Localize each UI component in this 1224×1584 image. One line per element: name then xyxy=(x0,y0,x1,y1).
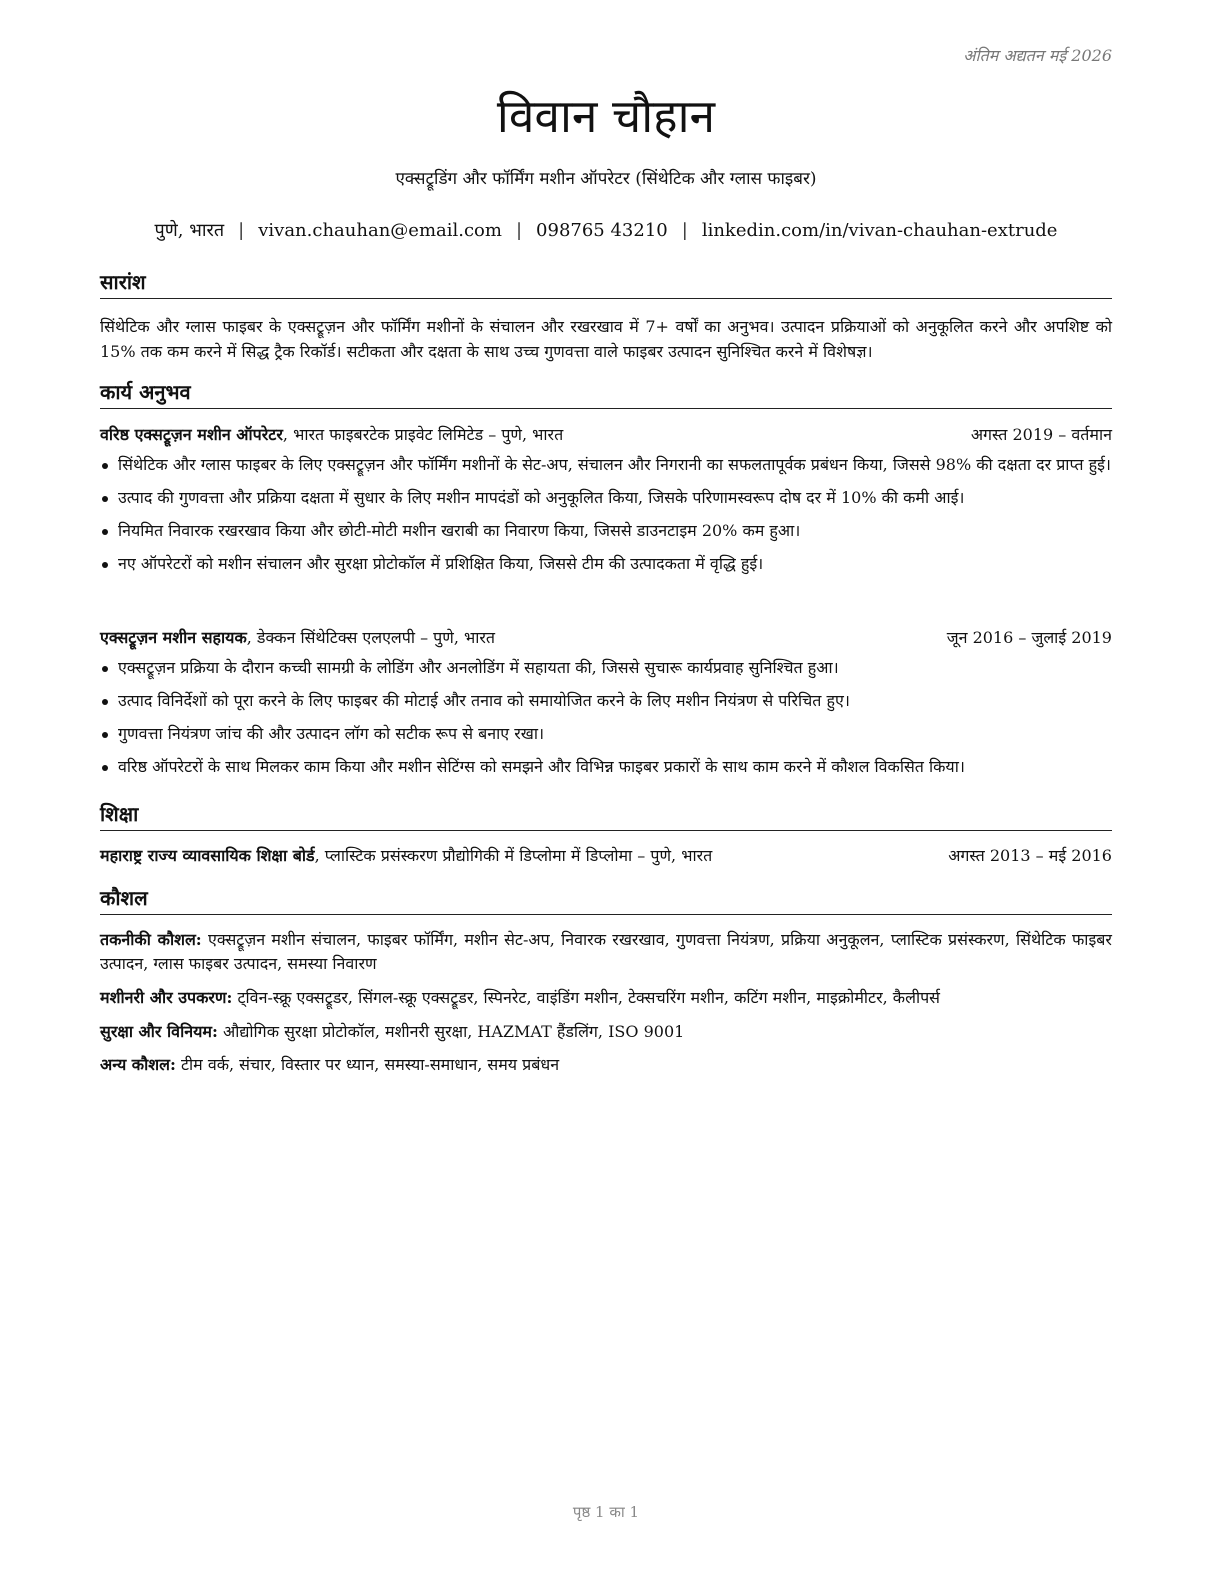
job-bullets xyxy=(100,453,1112,585)
education-entry xyxy=(100,844,1112,868)
bullet-item: उत्पाद की गुणवत्ता और प्रक्रिया दक्षता में सुधार के लिए मशीन मापदंडों को अनुकूलित किया, जिसके परिणामस्वरूप दोष दर में 10% की कमी आई। xyxy=(100,486,1112,510)
bullet-item: गुणवत्ता नियंत्रण जांच की और उत्पादन लॉग को सटीक रूप से बनाए रखा। xyxy=(100,722,1112,746)
summary-heading: सारांश xyxy=(100,268,1112,299)
bullet-item: नए ऑपरेटरों को मशीन संचालन और सुरक्षा प्रोटोकॉल में प्रशिक्षित किया, जिससे टीम की उत्पादकता में वृद्धि हुई। xyxy=(100,552,1112,576)
job-org: , डेक्कन सिंथेटिक्स एलएलपी – पुणे, भारत xyxy=(246,628,496,647)
contact-separator: | xyxy=(238,220,245,241)
skill-group-items: एक्सट्रूज़न मशीन संचालन, फाइबर फॉर्मिंग, मशीन सेट-अप, निवारक रखरखाव, गुणवत्ता नियंत्रण, प्रक्रिया अनुकूलन, प्लास्टिक प्रसंस्करण, सिंथेटिक फाइबर उत्पादन, ग्लास फाइबर उत्पादन, समस्या निवारण xyxy=(100,930,1112,973)
job-role: वरिष्ठ एक्सट्रूज़न मशीन ऑपरेटर xyxy=(100,425,283,444)
skill-group-items: औद्योगिक सुरक्षा प्रोटोकॉल, मशीनरी सुरक्षा, HAZMAT हैंडलिंग, ISO 9001 xyxy=(217,1022,685,1041)
skill-group xyxy=(100,1053,1112,1077)
experience-heading: कार्य अनुभव xyxy=(100,378,1112,409)
skill-group-label: अन्य कौशल: xyxy=(100,1055,176,1074)
skills-heading: कौशल xyxy=(100,884,1112,915)
job-title: एक्सट्रूडिंग और फॉर्मिंग मशीन ऑपरेटर (सिंथेटिक और ग्लास फाइबर) xyxy=(395,169,817,189)
bullet-item: सिंथेटिक और ग्लास फाइबर के लिए एक्सट्रूज़न और फॉर्मिंग मशीनों के सेट-अप, संचालन और निगरानी का सफलतापूर्वक प्रबंधन किया, जिससे 98% की दक्षता दर प्राप्त हुई। xyxy=(100,453,1112,477)
skill-group xyxy=(100,1020,1112,1044)
skill-group-label: तकनीकी कौशल: xyxy=(100,930,202,949)
bullet-item: उत्पाद विनिर्देशों को पूरा करने के लिए फाइबर की मोटाई और तनाव को समायोजित करने के लिए मशीन नियंत्रण से परिचित हुए। xyxy=(100,689,1112,713)
skill-group-label: मशीनरी और उपकरण: xyxy=(100,988,233,1007)
bullet-item: वरिष्ठ ऑपरेटरों के साथ मिलकर काम किया और मशीन सेटिंग्स को समझने और विभिन्न फाइबर प्रकारों के साथ काम करने में कौशल विकसित किया। xyxy=(100,755,1112,779)
summary-text: सिंथेटिक और ग्लास फाइबर के एक्सट्रूज़न और फॉर्मिंग मशीनों के संचालन और रखरखाव में 7+ वर्षों का अनुभव। उत्पादन प्रक्रियाओं को अनुकूलित करने और अपशिष्ट को 15% तक कम करने में सिद्ध ट्रैक रिकॉर्ड। सटीकता और दक्षता के साथ उच्च गुणवत्ता वाले फाइबर उत्पादन सुनिश्चित करने में विशेषज्ञ। xyxy=(100,317,1112,361)
contact-phone: 098765 43210 xyxy=(536,220,668,241)
contact-separator: | xyxy=(515,220,523,241)
contact-email[interactable]: vivan.chauhan@email.com xyxy=(258,220,502,241)
page-number: पृष्ठ 1 का 1 xyxy=(572,1503,640,1521)
job-bullets xyxy=(100,656,1112,788)
education-heading: शिक्षा xyxy=(100,800,1112,831)
education-institution: महाराष्ट्र राज्य व्यावसायिक शिक्षा बोर्ड xyxy=(100,846,315,865)
job-header xyxy=(100,423,1112,447)
education-dates: अगस्त 2013 – मई 2016 xyxy=(948,846,1112,865)
job-org: , भारत फाइबरटेक प्राइवेट लिमिटेड – पुणे, भारत xyxy=(282,425,564,444)
contact-line xyxy=(100,218,1112,242)
contact-linkedin[interactable]: linkedin.com/in/vivan-chauhan-extrude xyxy=(701,220,1058,241)
education-details: , प्लास्टिक प्रसंस्करण प्रौद्योगिकी में डिप्लोमा में डिप्लोमा – पुणे, भारत xyxy=(314,846,713,865)
skill-group-label: सुरक्षा और विनियम: xyxy=(100,1022,218,1041)
skill-group xyxy=(100,928,1112,976)
contact-location: पुणे, भारत xyxy=(154,220,225,241)
last-updated-date: अंतिम अद्यतन मई 2026 xyxy=(963,46,1112,65)
bullet-item: एक्सट्रूज़न प्रक्रिया के दौरान कच्ची सामग्री के लोडिंग और अनलोडिंग में सहायता की, जिससे सुचारू कार्यप्रवाह सुनिश्चित हुआ। xyxy=(100,656,1112,680)
candidate-name: विवान चौहान xyxy=(496,89,716,143)
resume-page xyxy=(100,0,1112,1584)
job-dates: अगस्त 2019 – वर्तमान xyxy=(970,425,1112,444)
job-dates: जून 2016 – जुलाई 2019 xyxy=(946,628,1112,647)
bullet-item: नियमित निवारक रखरखाव किया और छोटी-मोटी मशीन खराबी का निवारण किया, जिससे डाउनटाइम 20% कम हुआ। xyxy=(100,519,1112,543)
skill-group-items: ट्विन-स्क्रू एक्सट्रूडर, सिंगल-स्क्रू एक्सट्रूडर, स्पिनरेट, वाइंडिंग मशीन, टेक्सचरिंग मशीन, कटिंग मशीन, माइक्रोमीटर, कैलीपर्स xyxy=(232,988,940,1007)
skill-group xyxy=(100,986,1112,1010)
job-role: एक्सट्रूज़न मशीन सहायक xyxy=(100,628,247,647)
job-header xyxy=(100,626,1112,650)
skill-group-items: टीम वर्क, संचार, विस्तार पर ध्यान, समस्या-समाधान, समय प्रबंधन xyxy=(175,1055,560,1074)
contact-separator: | xyxy=(681,220,688,241)
